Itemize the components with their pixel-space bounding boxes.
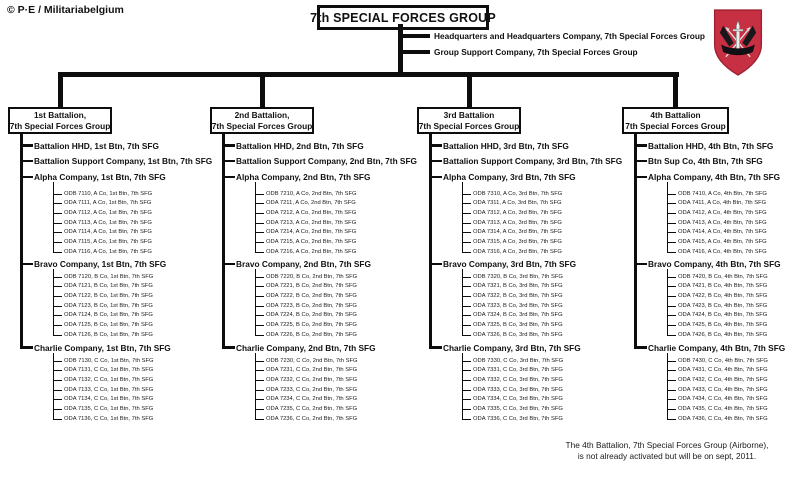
group-title-box: [310, 5, 496, 30]
connector-line: [667, 232, 676, 233]
detachment-label: ODA 7231, C Co, 2nd Btn, 7th SFG: [266, 367, 358, 374]
detachment-label: ODA 7424, B Co, 4th Btn, 7th SFG: [678, 312, 768, 319]
connector-line: [255, 203, 264, 204]
company-label: Bravo Company, 2nd Btn, 7th SFG: [236, 259, 371, 269]
group-title: 7th SPECIAL FORCES GROUP: [310, 10, 496, 25]
detachment-label: ODA 7411, A Co, 4th Btn, 7th SFG: [678, 200, 767, 207]
connector-line: [53, 213, 62, 214]
connector-line: [667, 409, 676, 410]
detachment-label: ODA 7326, B Co, 3rd Btn, 7th SFG: [473, 331, 563, 338]
connector-line: [429, 176, 442, 179]
detachment-label: ODA 7225, B Co, 2nd Btn, 7th SFG: [266, 322, 357, 328]
detachment-label: ODA 7332, C Co, 3rd Btn, 7th SFG: [473, 376, 563, 383]
detachment-label: ODA 7224, B Co, 2nd Btn, 7th SFG: [266, 312, 357, 319]
unit-label: Battalion Support Company, 3rd Btn, 7th SFG: [443, 156, 623, 166]
connector-line: [255, 194, 264, 195]
company-label: Alpha Company, 1st Btn, 7th SFG: [34, 172, 166, 182]
detachment-label: ODA 7134, C Co, 1st Btn, 7th SFG: [64, 396, 154, 403]
connector-line: [255, 361, 264, 362]
detachment-label: ODA 7435, C Co, 4th Btn, 7th SFG: [678, 406, 768, 412]
connector-line: [255, 252, 264, 253]
detachment-label: ODA 7434, C Co, 4th Btn, 7th SFG: [678, 396, 768, 403]
connector-line: [53, 325, 62, 326]
detachment-label: ODA 7416, A Co, 4th Btn, 7th SFG: [678, 248, 767, 255]
detachment-label: ODA 7413, A Co, 4th Btn, 7th SFG: [678, 219, 767, 226]
detachment-label: ODA 7331, C Co, 3rd Btn, 7th SFG: [473, 367, 563, 374]
connector-line: [467, 72, 472, 107]
detachment-label: ODA 7312, A Co, 3rd Btn, 7th SFG: [473, 209, 562, 216]
unit-label: Battalion HHD, 2nd Btn, 7th SFG: [236, 140, 364, 151]
detachment-label: ODA 7111, A Co, 1st Btn, 7th SFG: [64, 200, 152, 207]
connector-line: [462, 223, 471, 224]
connector-line: [398, 24, 403, 72]
connector-line: [53, 223, 62, 224]
detachment-label: ODA 7222, B Co, 2nd Btn, 7th SFG: [266, 292, 357, 299]
detachment-label: ODA 7124, B Co, 1st Btn, 7th SFG: [64, 312, 153, 319]
detachment-label: ODA 7426, B Co, 4th Btn, 7th SFG: [678, 331, 768, 338]
detachment-label: ODA 7215, A Co, 2nd Btn, 7th SFG: [266, 239, 357, 245]
detachment-label: ODB 7310, A Co, 3rd Btn, 7th SFG: [473, 190, 563, 197]
connector-line: [255, 409, 264, 410]
connector-line: [667, 325, 676, 326]
connector-line: [634, 346, 647, 349]
connector-line: [255, 306, 264, 307]
company-label: Alpha Company, 4th Btn, 7th SFG: [648, 172, 781, 182]
detachment-label: ODA 7234, C Co, 2nd Btn, 7th SFG: [266, 396, 358, 403]
connector-line: [667, 315, 676, 316]
connector-line: [255, 335, 264, 336]
connector-line: [667, 194, 676, 195]
connector-line: [462, 213, 471, 214]
connector-line: [53, 399, 62, 400]
detachment-label: ODA 7313, A Co, 3rd Btn, 7th SFG: [473, 219, 562, 226]
detachment-label: ODA 7114, A Co, 1st Btn, 7th SFG: [64, 229, 152, 236]
connector-line: [667, 399, 676, 400]
detachment-label: ODA 7336, C Co, 3rd Btn, 7th SFG: [473, 415, 563, 422]
connector-line: [255, 232, 264, 233]
connector-line: [429, 346, 442, 349]
detachment-label: ODA 7131, C Co, 1st Btn, 7th SFG: [64, 367, 154, 374]
connector-line: [53, 242, 62, 243]
connector-line: [667, 252, 676, 253]
connector-line: [255, 242, 264, 243]
connector-line: [53, 252, 62, 253]
detachment-label: ODA 7431, C Co, 4th Btn, 7th SFG: [678, 367, 768, 374]
connector-line: [53, 370, 62, 371]
connector-line: [53, 277, 62, 278]
connector-line: [462, 419, 471, 420]
connector-line: [255, 370, 264, 371]
detachment-label: ODA 7414, A Co, 4th Btn, 7th SFG: [678, 229, 767, 236]
connector-line: [255, 213, 264, 214]
connector-line: [462, 306, 471, 307]
battalion-box: [8, 107, 112, 134]
company-label: Alpha Company, 2nd Btn, 7th SFG: [236, 172, 371, 182]
connector-line: [634, 176, 647, 179]
connector-line: [667, 223, 676, 224]
battalion-name-line1: 1st Battalion,: [33, 110, 87, 120]
detachment-label: ODA 7232, C Co, 2nd Btn, 7th SFG: [266, 376, 358, 383]
connector-line: [429, 144, 442, 147]
detachment-label: ODA 7132, C Co, 1st Btn, 7th SFG: [64, 376, 154, 383]
detachment-label: ODA 7226, B Co, 2nd Btn, 7th SFG: [266, 331, 357, 338]
connector-line: [667, 370, 676, 371]
connector-line: [462, 232, 471, 233]
connector-line: [255, 325, 264, 326]
detachment-label: ODB 7230, C Co, 2nd Btn, 7th SFG: [266, 357, 358, 364]
unit-label: Battalion Support Company, 2nd Btn, 7th SFG: [236, 156, 417, 166]
detachment-label: ODA 7122, B Co, 1st Btn, 7th SFG: [64, 292, 153, 299]
battalion-name-line2: 7th Special Forces Group: [418, 120, 520, 131]
detachment-label: ODA 7335, C Co, 3rd Btn, 7th SFG: [473, 406, 563, 412]
company-label: Bravo Company, 1st Btn, 7th SFG: [34, 259, 167, 269]
connector-line: [462, 409, 471, 410]
detachment-label: ODA 7221, B Co, 2nd Btn, 7th SFG: [266, 283, 357, 290]
connector-line: [462, 286, 471, 287]
detachment-label: ODA 7311, A Co, 3rd Btn, 7th SFG: [473, 200, 562, 207]
battalion-name-line1: 4th Battalion: [650, 110, 701, 120]
connector-line: [429, 160, 442, 163]
battalion-name-line2: 7th Special Forces Group: [9, 120, 111, 131]
connector-line: [53, 296, 62, 297]
battalion-name-line2: 7th Special Forces Group: [625, 120, 726, 131]
connector-line: [255, 223, 264, 224]
connector-line: [53, 315, 62, 316]
connector-line: [667, 296, 676, 297]
company-label: Charlie Company, 1st Btn, 7th SFG: [34, 342, 171, 353]
battalion-name-line2: 7th Special Forces Group: [211, 120, 313, 131]
connector-line: [53, 380, 62, 381]
detachment-label: ODA 7325, B Co, 3rd Btn, 7th SFG: [473, 322, 563, 328]
beret-flash-icon: [712, 8, 764, 78]
connector-line: [255, 296, 264, 297]
battalion-box: [622, 107, 729, 134]
battalion-box: [210, 107, 314, 134]
connector-line: [462, 370, 471, 371]
detachment-label: ODA 7314, A Co, 3rd Btn, 7th SFG: [473, 229, 562, 236]
detachment-label: ODA 7212, A Co, 2nd Btn, 7th SFG: [266, 209, 357, 216]
connector-line: [20, 160, 33, 163]
connector-line: [53, 306, 62, 307]
detachment-label: ODA 7136, C Co, 1st Btn, 7th SFG: [64, 415, 154, 422]
detachment-label: ODA 7216, A Co, 2nd Btn, 7th SFG: [266, 248, 357, 255]
footnote-line2: is not already activated but will be on sept, 2011.: [577, 450, 757, 461]
connector-line: [53, 194, 62, 195]
connector-line: [222, 176, 235, 179]
connector-line: [667, 242, 676, 243]
connector-line: [462, 252, 471, 253]
detachment-label: ODA 7333, C Co, 3rd Btn, 7th SFG: [473, 386, 563, 393]
detachment-label: ODB 7420, B Co, 4th Btn, 7th SFG: [678, 273, 768, 280]
connector-line: [53, 203, 62, 204]
connector-line: [255, 315, 264, 316]
connector-line: [634, 134, 637, 349]
detachment-label: ODA 7223, B Co, 2nd Btn, 7th SFG: [266, 302, 357, 309]
company-label: Alpha Company, 3rd Btn, 7th SFG: [443, 172, 576, 182]
detachment-label: ODA 7235, C Co, 2nd Btn, 7th SFG: [266, 406, 358, 412]
battalion-box: [417, 107, 521, 134]
detachment-label: ODA 7123, B Co, 1st Btn, 7th SFG: [64, 302, 153, 309]
detachment-label: ODA 7135, C Co, 1st Btn, 7th SFG: [64, 406, 154, 412]
connector-line: [634, 263, 647, 266]
battalion-name-line1: 3rd Battalion: [443, 110, 495, 120]
detachment-label: ODB 7430, C Co, 4th Btn, 7th SFG: [678, 357, 768, 364]
detachment-label: ODA 7236, C Co, 2nd Btn, 7th SFG: [266, 415, 358, 422]
connector-line: [673, 72, 678, 107]
detachment-label: ODA 7214, A Co, 2nd Btn, 7th SFG: [266, 229, 357, 236]
connector-line: [20, 176, 33, 179]
connector-line: [667, 277, 676, 278]
detachment-label: ODA 7323, B Co, 3rd Btn, 7th SFG: [473, 302, 563, 309]
detachment-label: ODA 7421, B Co, 4th Btn, 7th SFG: [678, 283, 768, 290]
connector-line: [255, 399, 264, 400]
detachment-label: ODA 7115, A Co, 1st Btn, 7th SFG: [64, 239, 152, 245]
detachment-label: ODA 7322, B Co, 3rd Btn, 7th SFG: [473, 292, 563, 299]
connector-line: [53, 286, 62, 287]
connector-line: [20, 346, 33, 349]
detachment-label: ODA 7112, A Co, 1st Btn, 7th SFG: [64, 209, 152, 216]
connector-line: [462, 399, 471, 400]
detachment-label: ODA 7412, A Co, 4th Btn, 7th SFG: [678, 209, 767, 216]
connector-line: [462, 242, 471, 243]
connector-line: [667, 203, 676, 204]
connector-line: [667, 419, 676, 420]
connector-line: [222, 346, 235, 349]
detachment-label: ODB 7210, A Co, 2nd Btn, 7th SFG: [266, 190, 357, 197]
unit-label: Battalion Support Company, 1st Btn, 7th SFG: [34, 156, 213, 166]
connector-line: [53, 409, 62, 410]
battalion-name-line1: 2nd Battalion,: [234, 110, 290, 120]
connector-line: [255, 286, 264, 287]
detachment-label: ODB 7330, C Co, 3rd Btn, 7th SFG: [473, 357, 564, 364]
connector-line: [667, 361, 676, 362]
connector-line: [20, 144, 33, 147]
detachment-label: ODA 7126, B Co, 1st Btn, 7th SFG: [64, 331, 153, 338]
detachment-label: ODA 7425, B Co, 4th Btn, 7th SFG: [678, 322, 768, 328]
connector-line: [429, 134, 432, 349]
footnote-line1: The 4th Battalion, 7th Special Forces Group (Airborne),: [565, 440, 769, 450]
connector-line: [429, 263, 442, 266]
connector-line: [462, 203, 471, 204]
detachment-label: ODB 7120, B Co, 1st Btn, 7th SFG: [64, 273, 154, 280]
connector-line: [222, 263, 235, 266]
detachment-label: ODA 7415, A Co, 4th Btn, 7th SFG: [678, 239, 767, 245]
connector-line: [222, 160, 235, 163]
company-label: Charlie Company, 3rd Btn, 7th SFG: [443, 342, 581, 353]
unit-label: Battalion HHD, 1st Btn, 7th SFG: [34, 140, 159, 151]
copyright-text: © P·E / Militariabelgium: [7, 4, 124, 16]
connector-line: [53, 232, 62, 233]
company-label: Bravo Company, 4th Btn, 7th SFG: [648, 259, 781, 269]
detachment-label: ODB 7410, A Co, 4th Btn, 7th SFG: [678, 190, 767, 197]
detachment-label: ODA 7133, C Co, 1st Btn, 7th SFG: [64, 386, 154, 393]
connector-line: [667, 380, 676, 381]
unit-label: Battalion HHD, 4th Btn, 7th SFG: [648, 140, 774, 151]
detachment-label: ODA 7125, B Co, 1st Btn, 7th SFG: [64, 322, 153, 328]
connector-line: [462, 380, 471, 381]
unit-label: Battalion HHD, 3rd Btn, 7th SFG: [443, 140, 569, 151]
connector-line: [222, 134, 225, 349]
connector-line: [462, 390, 471, 391]
connector-line: [53, 335, 62, 336]
connector-line: [462, 194, 471, 195]
company-label: Charlie Company, 2nd Btn, 7th SFG: [236, 342, 376, 353]
connector-line: [20, 263, 33, 266]
detachment-label: ODA 7233, C Co, 2nd Btn, 7th SFG: [266, 386, 358, 393]
hhq-company-label: Headquarters and Headquarters Company, 7th Special Forces Group: [434, 31, 705, 41]
detachment-label: ODA 7121, B Co, 1st Btn, 7th SFG: [64, 283, 153, 290]
connector-line: [667, 390, 676, 391]
footnote: [536, 440, 798, 461]
connector-line: [400, 34, 430, 38]
detachment-label: ODA 7334, C Co, 3rd Btn, 7th SFG: [473, 396, 563, 403]
connector-line: [53, 361, 62, 362]
connector-line: [634, 160, 647, 163]
detachment-label: ODB 7320, B Co, 3rd Btn, 7th SFG: [473, 273, 563, 280]
connector-line: [255, 277, 264, 278]
company-label: Charlie Company, 4th Btn, 7th SFG: [648, 342, 786, 353]
connector-line: [462, 277, 471, 278]
detachment-label: ODA 7422, B Co, 4th Btn, 7th SFG: [678, 292, 768, 299]
detachment-label: ODB 7110, A Co, 1st Btn, 7th SFG: [64, 190, 153, 197]
connector-line: [667, 213, 676, 214]
connector-line: [667, 335, 676, 336]
unit-label: Btn Sup Co, 4th Btn, 7th SFG: [648, 156, 763, 166]
detachment-label: ODB 7130, C Co, 1st Btn, 7th SFG: [64, 357, 154, 364]
connector-line: [255, 390, 264, 391]
detachment-label: ODB 7220, B Co, 2nd Btn, 7th SFG: [266, 273, 358, 280]
connector-line: [20, 134, 23, 349]
connector-line: [53, 419, 62, 420]
connector-line: [462, 335, 471, 336]
detachment-label: ODA 7315, A Co, 3rd Btn, 7th SFG: [473, 239, 562, 245]
detachment-label: ODA 7324, B Co, 3rd Btn, 7th SFG: [473, 312, 563, 319]
detachment-label: ODA 7316, A Co, 3rd Btn, 7th SFG: [473, 248, 562, 255]
detachment-label: ODA 7113, A Co, 1st Btn, 7th SFG: [64, 219, 152, 226]
connector-line: [462, 296, 471, 297]
connector-line: [58, 72, 63, 107]
connector-line: [260, 72, 265, 107]
detachment-label: ODA 7321, B Co, 3rd Btn, 7th SFG: [473, 283, 563, 290]
connector-line: [667, 306, 676, 307]
detachment-label: ODA 7432, C Co, 4th Btn, 7th SFG: [678, 376, 768, 383]
connector-line: [462, 315, 471, 316]
connector-line: [667, 286, 676, 287]
group-support-company-label: Group Support Company, 7th Special Forces Group: [434, 47, 638, 57]
connector-line: [400, 50, 430, 54]
connector-line: [462, 361, 471, 362]
detachment-label: ODA 7116, A Co, 1st Btn, 7th SFG: [64, 248, 152, 255]
detachment-label: ODA 7436, C Co, 4th Btn, 7th SFG: [678, 415, 768, 422]
connector-line: [58, 72, 679, 77]
connector-line: [462, 325, 471, 326]
connector-line: [222, 144, 235, 147]
connector-line: [255, 380, 264, 381]
company-label: Bravo Company, 3rd Btn, 7th SFG: [443, 259, 577, 269]
detachment-label: ODA 7423, B Co, 4th Btn, 7th SFG: [678, 302, 768, 309]
connector-line: [255, 419, 264, 420]
detachment-label: ODA 7433, C Co, 4th Btn, 7th SFG: [678, 386, 768, 393]
connector-line: [53, 390, 62, 391]
detachment-label: ODA 7213, A Co, 2nd Btn, 7th SFG: [266, 219, 357, 226]
connector-line: [634, 144, 647, 147]
detachment-label: ODA 7211, A Co, 2nd Btn, 7th SFG: [266, 200, 356, 207]
